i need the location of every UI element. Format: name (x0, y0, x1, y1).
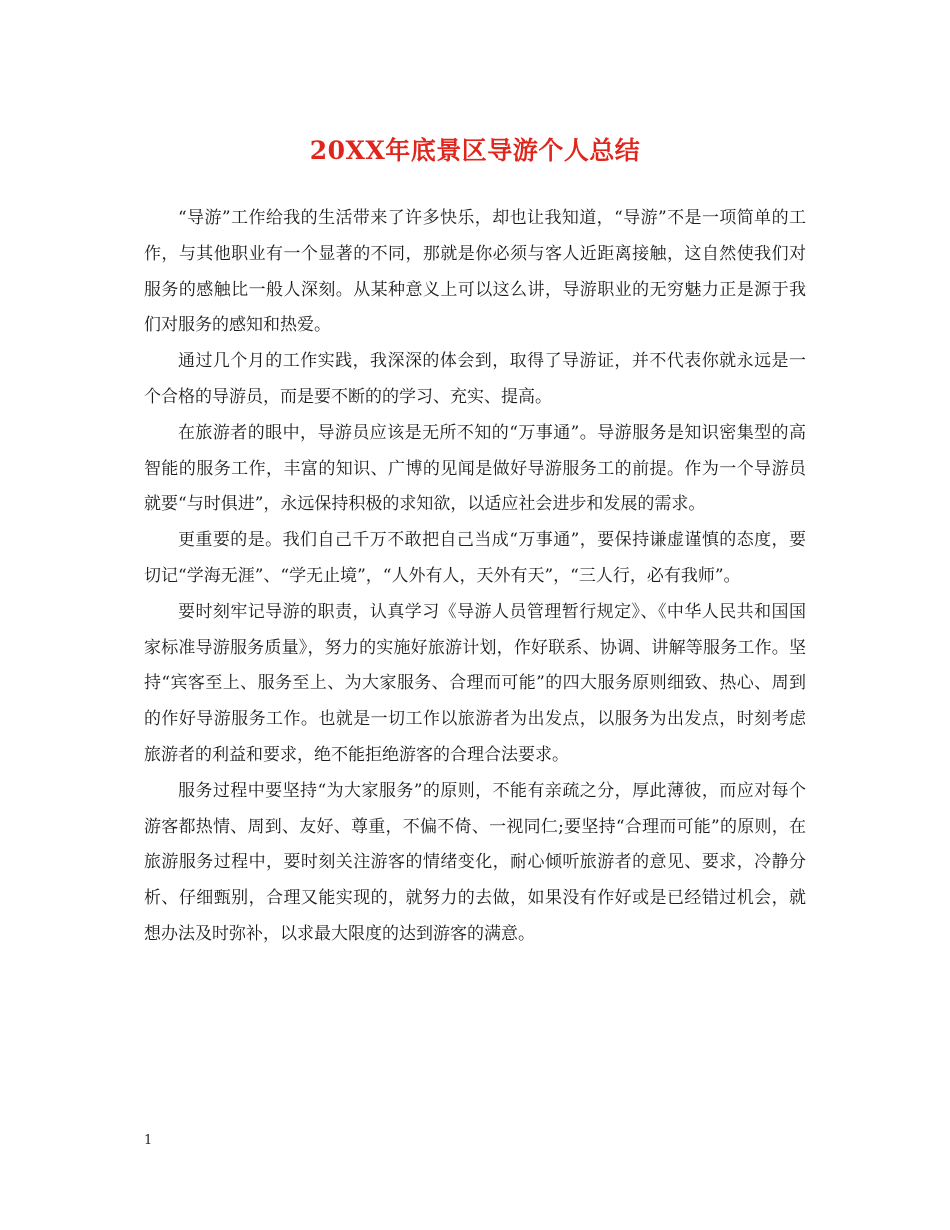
document-title: 20XX年底景区导游个人总结 (309, 136, 641, 165)
paragraph-3: 在旅游者的眼中，导游员应该是无所不知的“万事通”。导游服务是知识密集型的高智能的服务工作，丰富的知识、广博的见闻是做好导游服务工的前提。作为一个导游员就要“与时俱进”，永远保持积极的求知欲，以适应社会进步和发展的需求。 (144, 422, 806, 515)
paragraph-2: 通过几个月的工作实践，我深深的体会到，取得了导游证，并不代表你就永远是一个合格的导游员，而是要不断的的学习、充实、提高。 (144, 351, 806, 407)
paragraph-4: 更重要的是。我们自己千万不敢把自己当成“万事通”，要保持谦虚谨慎的态度，要切记“学海无涯”、“学无止境”，“人外有人，天外有天”，“三人行，必有我师”。 (144, 530, 806, 586)
document-body (144, 201, 806, 953)
page-number: 1 (144, 1133, 153, 1148)
paragraph-1: “导游”工作给我的生活带来了许多快乐，却也让我知道，“导游”不是一项简单的工作，与其他职业有一个显著的不同，那就是你必须与客人近距离接触，这自然使我们对服务的感触比一般人深刻。从某种意义上可以这么讲，导游职业的无穷魅力正是源于我们对服务的感知和热爱。 (144, 208, 806, 336)
paragraph-6: 服务过程中要坚持“为大家服务”的原则，不能有亲疏之分，厚此薄彼，而应对每个游客都热情、周到、友好、尊重，不偏不倚、一视同仁;要坚持“合理而可能”的原则，在旅游服务过程中，要时刻关注游客的情绪变化，耐心倾听旅游者的意见、要求，冷静分析、仔细甄别，合理又能实现的，就努力的去做，如果没有作好或是已经错过机会，就想办法及时弥补，以求最大限度的达到游客的满意。 (144, 780, 806, 944)
paragraph-5: 要时刻牢记导游的职责，认真学习《导游人员管理暂行规定》、《中华人民共和国国家标准导游服务质量》，努力的实施好旅游计划，作好联系、协调、讲解等服务工作。坚持“宾客至上、服务至上、为大家服务、合理而可能”的四大服务原则细致、热心、周到的作好导游服务工作。也就是一切工作以旅游者为出发点，以服务为出发点，时刻考虑旅游者的利益和要求，绝不能拒绝游客的合理合法要求。 (144, 601, 806, 765)
